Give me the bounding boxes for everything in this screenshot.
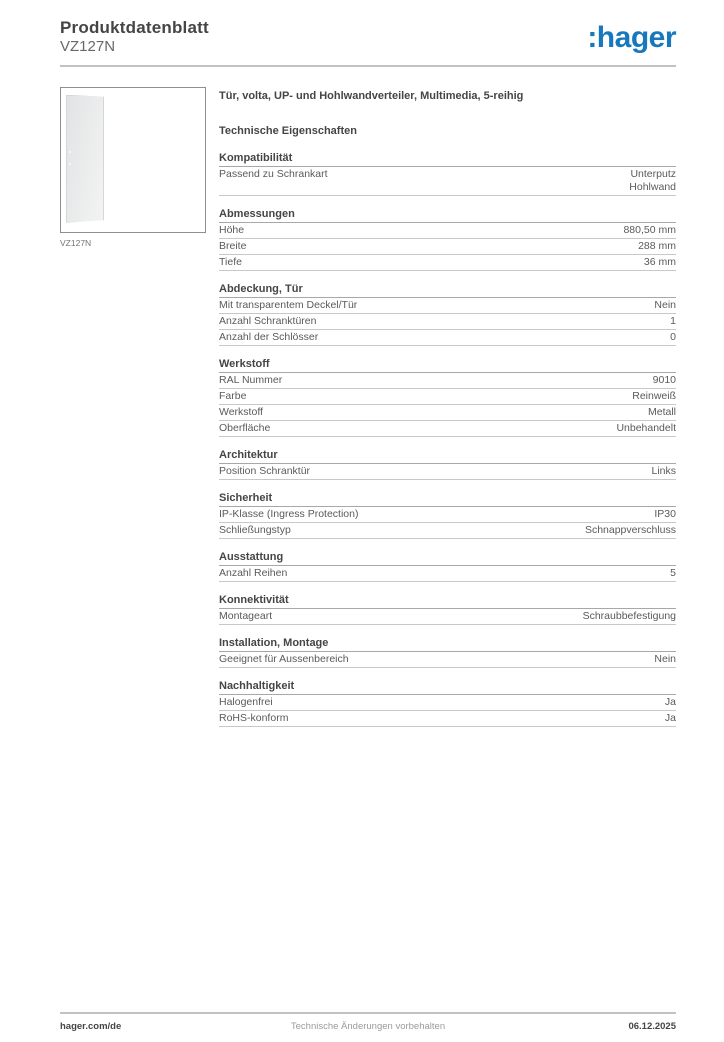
spec-value: 1 (670, 315, 676, 328)
page-footer (60, 1012, 676, 1032)
spec-value: Nein (654, 299, 676, 312)
spec-section (219, 358, 676, 437)
spec-row (219, 695, 676, 711)
spec-row (219, 298, 676, 314)
spec-label: Anzahl Schranktüren (219, 315, 317, 328)
section-title: Ausstattung (219, 551, 676, 566)
spec-label: Position Schranktür (219, 465, 311, 478)
product-title: Tür, volta, UP- und Hohlwandverteiler, Multimedia, 5-reihig (219, 89, 524, 102)
spec-label: Farbe (219, 390, 247, 403)
section-title: Kompatibilität (219, 152, 676, 167)
spec-row (219, 566, 676, 582)
spec-value: Ja (664, 712, 676, 725)
spec-label: Höhe (219, 224, 245, 237)
spec-label: IP-Klasse (Ingress Protection) (219, 508, 359, 521)
spec-row (219, 389, 676, 405)
spec-label: RAL Nummer (219, 374, 283, 387)
section-title: Abmessungen (219, 208, 676, 223)
spec-label: RoHS-konform (219, 712, 289, 725)
spec-section (219, 594, 676, 625)
section-title: Abdeckung, Tür (219, 283, 676, 298)
spec-row (219, 421, 676, 437)
spec-row (219, 507, 676, 523)
footer-date: 06.12.2025 (628, 1021, 676, 1032)
footer-disclaimer: Technische Änderungen vorbehalten (290, 1021, 446, 1032)
document-title: Produktdatenblatt (60, 18, 209, 37)
spec-row (219, 167, 676, 196)
spec-section (219, 492, 676, 539)
spec-table-title: Technische Eigenschaften (219, 125, 357, 138)
spec-row (219, 255, 676, 271)
spec-value: Schraubbefestigung (582, 610, 676, 623)
spec-table-column (219, 87, 676, 727)
spec-label: Anzahl der Schlösser (219, 331, 319, 344)
spec-label: Schließungstyp (219, 524, 291, 537)
spec-section (219, 637, 676, 668)
section-title: Werkstoff (219, 358, 676, 373)
spec-row (219, 405, 676, 421)
main-content (60, 87, 676, 727)
spec-row (219, 464, 676, 480)
spec-row (219, 373, 676, 389)
header-divider (60, 65, 676, 67)
spec-value: 36 mm (643, 256, 676, 269)
spec-row (219, 523, 676, 539)
spec-value: Ja (664, 696, 676, 709)
spec-value: Schnappverschluss (584, 524, 676, 537)
spec-section (219, 283, 676, 346)
spec-row (219, 652, 676, 668)
product-image-column (60, 87, 206, 727)
spec-value: 288 mm (638, 240, 676, 253)
spec-value: 880,50 mm (623, 224, 676, 237)
section-title: Installation, Montage (219, 637, 676, 652)
spec-label: Mit transparentem Deckel/Tür (219, 299, 358, 312)
spec-value: Metall (647, 406, 676, 419)
spec-row (219, 239, 676, 255)
section-title: Architektur (219, 449, 676, 464)
spec-section (219, 551, 676, 582)
footer-website: hager.com/de (60, 1021, 122, 1032)
header-titles (60, 18, 209, 56)
spec-value: 5 (670, 567, 676, 580)
spec-label: Geeignet für Aussenbereich (219, 653, 349, 666)
cabinet-door-icon (66, 95, 104, 223)
spec-value: 9010 (652, 374, 676, 387)
spec-value: Unterputz Hohlwand (629, 168, 676, 194)
spec-label: Oberfläche (219, 422, 271, 435)
spec-row (219, 711, 676, 727)
spec-sections (219, 152, 676, 727)
spec-label: Tiefe (219, 256, 242, 269)
spec-row (219, 223, 676, 239)
spec-value: 0 (670, 331, 676, 344)
spec-section (219, 152, 676, 196)
product-image (60, 87, 206, 233)
spec-row (219, 609, 676, 625)
product-code: VZ127N (60, 38, 116, 56)
product-datasheet-page (0, 18, 724, 1042)
spec-value: IP30 (654, 508, 676, 521)
spec-label: Breite (219, 240, 247, 253)
spec-value: Nein (654, 653, 676, 666)
spec-section (219, 680, 676, 727)
product-image-caption: VZ127N (60, 237, 92, 248)
spec-section (219, 449, 676, 480)
section-title: Konnektivität (219, 594, 676, 609)
spec-label: Anzahl Reihen (219, 567, 288, 580)
spec-label: Montageart (219, 610, 273, 623)
spec-value: Links (651, 465, 676, 478)
spec-label: Passend zu Schrankart (219, 168, 328, 181)
page-header (60, 18, 676, 56)
hager-logo: :hager (587, 21, 676, 54)
spec-label: Halogenfrei (219, 696, 273, 709)
spec-row (219, 330, 676, 346)
spec-value: Reinweiß (632, 390, 676, 403)
spec-value: Unbehandelt (616, 422, 676, 435)
section-title: Sicherheit (219, 492, 676, 507)
section-title: Nachhaltigkeit (219, 680, 676, 695)
spec-row (219, 314, 676, 330)
spec-section (219, 208, 676, 271)
spec-label: Werkstoff (219, 406, 263, 419)
